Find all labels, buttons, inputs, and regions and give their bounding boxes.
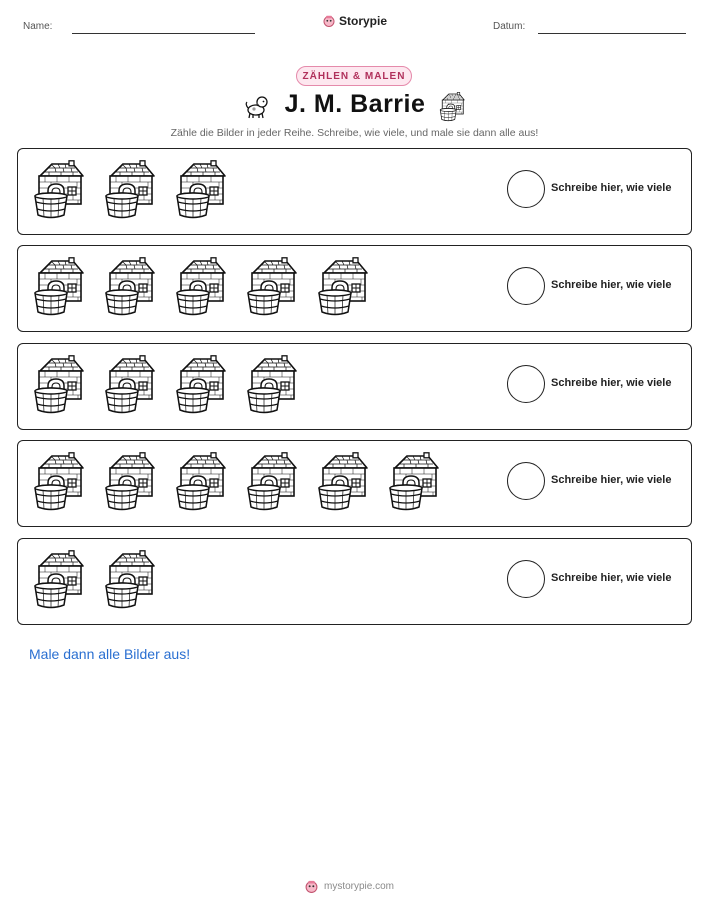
storypie-logo-icon bbox=[305, 880, 318, 893]
house-with-well-icon bbox=[102, 550, 157, 610]
category-badge: ZÄHLEN & MALEN bbox=[296, 66, 412, 86]
count-row-1 bbox=[17, 148, 692, 235]
page-title: J. M. Barrie bbox=[284, 90, 426, 118]
house-with-well-icon bbox=[437, 92, 467, 122]
house-with-well-icon bbox=[31, 355, 86, 415]
count-prompt: Schreibe hier, wie viele bbox=[551, 572, 672, 584]
house-with-well-icon bbox=[244, 452, 299, 512]
count-row-3 bbox=[17, 343, 692, 430]
house-with-well-icon bbox=[102, 257, 157, 317]
count-row-4 bbox=[17, 440, 692, 527]
answer-circle[interactable] bbox=[507, 560, 545, 598]
house-with-well-icon bbox=[173, 355, 228, 415]
brand-name: Storypie bbox=[339, 14, 388, 28]
house-with-well-icon bbox=[315, 257, 370, 317]
instructions: Zähle die Bilder in jeder Reihe. Schreibe, wie viele, und male sie dann alle aus! bbox=[170, 127, 539, 139]
house-with-well-icon bbox=[31, 160, 86, 220]
date-label: Datum: bbox=[493, 21, 526, 32]
count-row-5 bbox=[17, 538, 692, 625]
brand-header bbox=[323, 14, 387, 28]
count-prompt: Schreibe hier, wie viele bbox=[551, 279, 672, 291]
answer-circle[interactable] bbox=[507, 170, 545, 208]
count-prompt: Schreibe hier, wie viele bbox=[551, 182, 672, 194]
house-with-well-icon bbox=[244, 355, 299, 415]
count-prompt: Schreibe hier, wie viele bbox=[551, 474, 672, 486]
footer-brand bbox=[305, 880, 394, 893]
house-with-well-icon bbox=[386, 452, 441, 512]
coloring-instruction: Male dann alle Bilder aus! bbox=[29, 646, 191, 662]
house-with-well-icon bbox=[102, 355, 157, 415]
date-line[interactable] bbox=[538, 33, 686, 34]
storypie-logo-icon bbox=[323, 15, 335, 27]
house-with-well-icon bbox=[102, 452, 157, 512]
answer-circle[interactable] bbox=[507, 267, 545, 305]
footer-url[interactable]: mystorypie.com bbox=[324, 881, 395, 892]
name-line[interactable] bbox=[72, 33, 255, 34]
count-prompt: Schreibe hier, wie viele bbox=[551, 377, 672, 389]
house-with-well-icon bbox=[173, 452, 228, 512]
house-with-well-icon bbox=[315, 452, 370, 512]
count-row-2 bbox=[17, 245, 692, 332]
answer-circle[interactable] bbox=[507, 462, 545, 500]
house-with-well-icon bbox=[31, 452, 86, 512]
house-with-well-icon bbox=[244, 257, 299, 317]
name-label: Name: bbox=[23, 21, 53, 32]
house-with-well-icon bbox=[102, 160, 157, 220]
house-with-well-icon bbox=[173, 257, 228, 317]
house-with-well-icon bbox=[31, 257, 86, 317]
house-with-well-icon bbox=[31, 550, 86, 610]
house-with-well-icon bbox=[173, 160, 228, 220]
answer-circle[interactable] bbox=[507, 365, 545, 403]
